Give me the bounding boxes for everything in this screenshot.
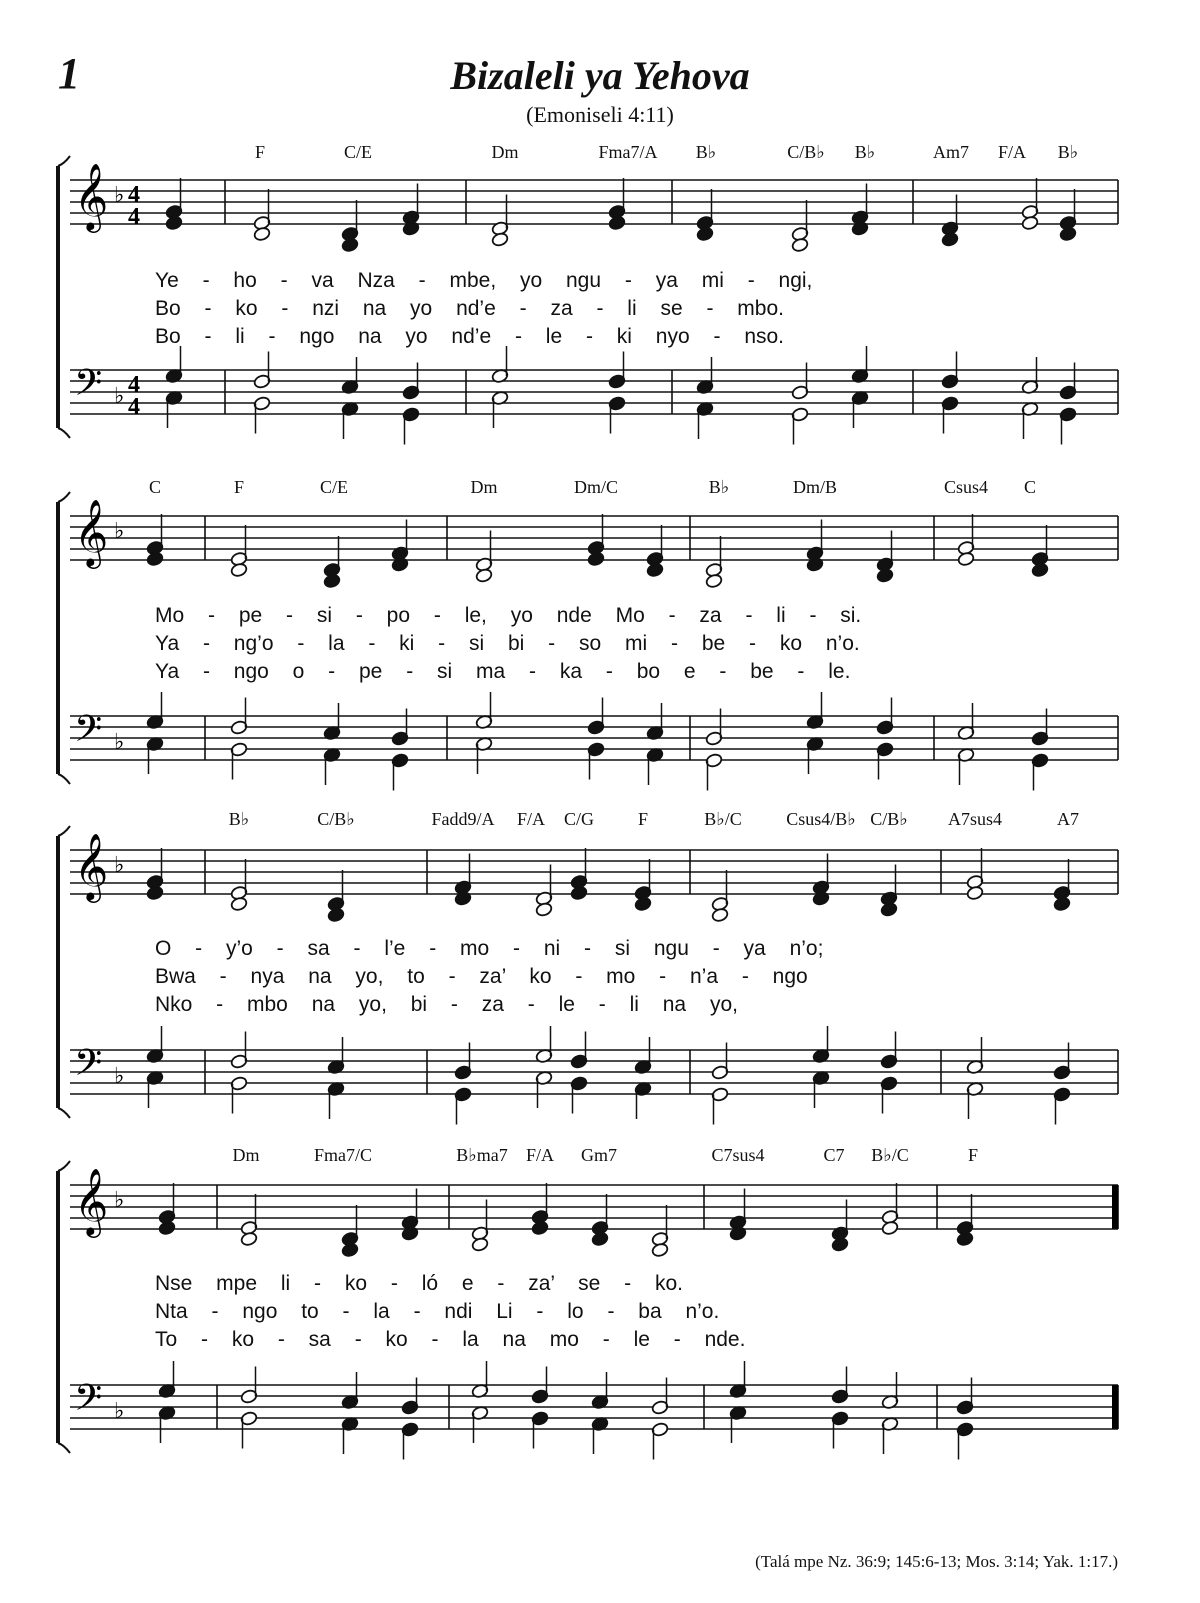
system-2-treble-key-flat-icon: ♭ xyxy=(114,519,125,544)
chord-symbol: F xyxy=(967,1145,979,1165)
system-1-time-sig-bottom: 4 xyxy=(128,204,140,230)
chord-symbol: C/B♭ xyxy=(317,809,355,829)
system-4-treble-note xyxy=(591,1231,609,1246)
system-2-treble-note xyxy=(806,557,824,572)
chord-symbol: Am7 xyxy=(933,142,969,162)
system-4-treble-note xyxy=(240,1231,258,1246)
system-1-treble-note xyxy=(791,237,809,252)
system-4-treble-key-flat-icon: ♭ xyxy=(114,1188,125,1213)
system-1-treble-note xyxy=(608,215,626,230)
chord-symbol: A7sus4 xyxy=(947,809,1003,829)
chord-symbol: Dm xyxy=(491,142,519,162)
system-1-bracket-top xyxy=(58,156,70,166)
system-2-treble-note xyxy=(1031,562,1049,577)
system-3-treble-clef-icon: 𝄞 xyxy=(74,832,109,900)
system-3-treble-note xyxy=(454,891,472,906)
system-1-time-sig-bottom: 4 xyxy=(128,394,140,420)
chord-symbol: C7 xyxy=(823,1145,845,1165)
system-4-treble-note xyxy=(651,1242,669,1257)
system-2-treble-note xyxy=(323,573,341,588)
chord-symbol: Dm xyxy=(470,477,498,497)
system-1-bass-clef-icon: 𝄢 xyxy=(74,362,103,413)
system-2-treble-note xyxy=(587,551,605,566)
lyric-line-verse-2: Bwa - nya na yo, to - za’ ko - mo - n’a - ngo xyxy=(155,965,808,988)
system-4-final-barline xyxy=(1112,1185,1118,1229)
chord-symbol: C/E xyxy=(319,477,349,497)
system-4-bass-clef-icon: 𝄢 xyxy=(74,1377,103,1428)
chord-symbol: C/E xyxy=(343,142,373,162)
lyric-line-verse-3: Nko - mbo na yo, bi - za - le - li na yo, xyxy=(155,993,738,1016)
system-3-bass-clef-icon: 𝄢 xyxy=(74,1042,103,1093)
lyric-line-verse-1: Ye - ho - va Nza - mbe, yo ngu - ya mi - ngi, xyxy=(155,269,813,292)
system-4-treble-clef-icon: 𝄞 xyxy=(74,1167,109,1235)
chord-symbol: A7 xyxy=(1057,809,1079,829)
song-number: 1 xyxy=(58,49,80,98)
lyric-line-verse-2: Nta - ngo to - la - ndi Li - lo - ba n’o. xyxy=(155,1300,720,1323)
system-1-treble-note xyxy=(491,232,509,247)
system-4-bracket-bottom xyxy=(58,1443,70,1453)
chord-symbol: Dm/C xyxy=(573,477,619,497)
system-1-time-sig-top: 4 xyxy=(128,372,140,398)
chord-symbol: Gm7 xyxy=(581,1145,617,1165)
system-2-bass-key-flat-icon: ♭ xyxy=(114,730,125,755)
system-4-treble-note xyxy=(729,1226,747,1241)
system-3-treble-note xyxy=(966,885,984,900)
chord-symbol: C7sus4 xyxy=(711,1145,765,1165)
system-4-bass-key-flat-icon: ♭ xyxy=(114,1399,125,1424)
chord-symbol: Fma7/C xyxy=(313,1145,373,1165)
system-1-treble-note xyxy=(341,237,359,252)
lyric-line-verse-2: Bo - ko - nzi na yo nd’e - za - li se - mbo. xyxy=(155,297,784,320)
system-1-treble-note xyxy=(1059,226,1077,241)
chord-symbol: F/A xyxy=(525,1145,555,1165)
system-1-bracket-bottom xyxy=(58,428,70,438)
system-4-treble-note xyxy=(401,1226,419,1241)
chord-symbol: B♭ xyxy=(1057,142,1079,162)
system-3-treble-note xyxy=(535,902,553,917)
system-3-treble-note xyxy=(230,896,248,911)
lyric-line-verse-3: Ya - ngo o - pe - si ma - ka - bo e - be - le. xyxy=(155,660,851,683)
system-4-treble-note xyxy=(531,1220,549,1235)
system-2-treble-note xyxy=(876,568,894,583)
chord-symbol: Fadd9/A xyxy=(431,809,495,829)
system-3-treble-note xyxy=(327,907,345,922)
lyric-line-verse-2: Ya - ng’o - la - ki - si bi - so mi - be - ko n’o. xyxy=(155,632,860,655)
system-2-treble-note xyxy=(391,557,409,572)
system-1-bass-key-flat-icon: ♭ xyxy=(114,384,125,409)
system-4-treble-note xyxy=(158,1220,176,1235)
chord-symbol: F/A xyxy=(997,142,1027,162)
system-1-time-sig-top: 4 xyxy=(128,182,140,208)
system-2-treble-note xyxy=(146,551,164,566)
system-1-treble-clef-icon: 𝄞 xyxy=(74,162,109,230)
system-3-bracket-top xyxy=(58,826,70,836)
chord-symbol: Dm/B xyxy=(792,477,838,497)
lyric-line-verse-1: Nse mpe li - ko - ló e - za’ se - ko. xyxy=(155,1272,683,1295)
system-1-treble-note xyxy=(696,226,714,241)
system-2-bass-clef-icon: 𝄢 xyxy=(74,708,103,759)
system-2-treble-note xyxy=(957,551,975,566)
system-2-bracket-top xyxy=(58,492,70,502)
system-4-treble-note xyxy=(471,1237,489,1252)
chord-symbol: B♭ xyxy=(708,477,730,497)
chord-symbol: B♭ xyxy=(854,142,876,162)
system-2-bracket-bottom xyxy=(58,774,70,784)
system-2-treble-note xyxy=(475,568,493,583)
chord-symbol: C xyxy=(1023,477,1037,497)
system-3-treble-key-flat-icon: ♭ xyxy=(114,853,125,878)
chord-symbol: C/G xyxy=(563,809,595,829)
chord-symbol: F xyxy=(233,477,245,497)
song-subtitle: (Emoniseli 4:11) xyxy=(526,102,674,127)
system-4-treble-note xyxy=(831,1237,849,1252)
scripture-references: (Talá mpe Nz. 36:9; 145:6-13; Mos. 3:14; Yak. 1:17.) xyxy=(755,1552,1118,1571)
system-4-treble-note xyxy=(881,1220,899,1235)
system-1-treble-note xyxy=(941,232,959,247)
chord-symbol: C/B♭ xyxy=(870,809,908,829)
system-4-treble-note xyxy=(341,1242,359,1257)
chord-symbol: B♭ma7 xyxy=(456,1145,508,1165)
system-1-treble-note xyxy=(1021,215,1039,230)
system-4-treble-note xyxy=(956,1231,974,1246)
chord-symbol: B♭/C xyxy=(704,809,742,829)
system-4-final-barline xyxy=(1112,1385,1118,1429)
system-2-treble-clef-icon: 𝄞 xyxy=(74,498,109,566)
system-2-treble-note xyxy=(705,573,723,588)
chord-symbol: Csus4/B♭ xyxy=(786,809,856,829)
lyric-line-verse-3: To - ko - sa - ko - la na mo - le - nde. xyxy=(155,1328,746,1351)
system-3-treble-note xyxy=(570,885,588,900)
system-3-bass-key-flat-icon: ♭ xyxy=(114,1064,125,1089)
system-1-treble-key-flat-icon: ♭ xyxy=(114,183,125,208)
chord-symbol: Csus4 xyxy=(943,477,989,497)
chord-symbol: C/B♭ xyxy=(787,142,825,162)
chord-symbol: B♭ xyxy=(695,142,717,162)
lyric-line-verse-3: Bo - li - ngo na yo nd’e - le - ki nyo - nso. xyxy=(155,325,785,348)
system-1-treble-note xyxy=(165,215,183,230)
chord-symbol: F xyxy=(637,809,649,829)
system-3-treble-note xyxy=(880,902,898,917)
system-2-treble-note xyxy=(646,562,664,577)
system-3-bracket-bottom xyxy=(58,1108,70,1118)
chord-symbol: B♭ xyxy=(228,809,250,829)
song-title: Bizaleli ya Yehova xyxy=(450,53,750,98)
chord-symbol: Dm xyxy=(232,1145,260,1165)
system-3-treble-note xyxy=(711,907,729,922)
system-1-treble-note xyxy=(253,226,271,241)
chord-symbol: B♭/C xyxy=(871,1145,909,1165)
system-3-treble-note xyxy=(634,896,652,911)
system-3-treble-note xyxy=(1053,896,1071,911)
system-1-treble-note xyxy=(402,221,420,236)
chord-symbol: F/A xyxy=(516,809,546,829)
system-4-bracket-top xyxy=(58,1161,70,1171)
system-1-treble-note xyxy=(851,221,869,236)
lyric-line-verse-1: Mo - pe - si - po - le, yo nde Mo - za - li - si. xyxy=(155,604,862,627)
chord-symbol: C xyxy=(148,477,162,497)
system-3-treble-note xyxy=(812,891,830,906)
system-3-treble-note xyxy=(146,885,164,900)
chord-symbol: Fma7/A xyxy=(598,142,658,162)
lyric-line-verse-1: O - y’o - sa - l’e - mo - ni - si ngu - ya n’o; xyxy=(155,937,824,960)
system-2-treble-note xyxy=(230,562,248,577)
chord-symbol: F xyxy=(254,142,266,162)
